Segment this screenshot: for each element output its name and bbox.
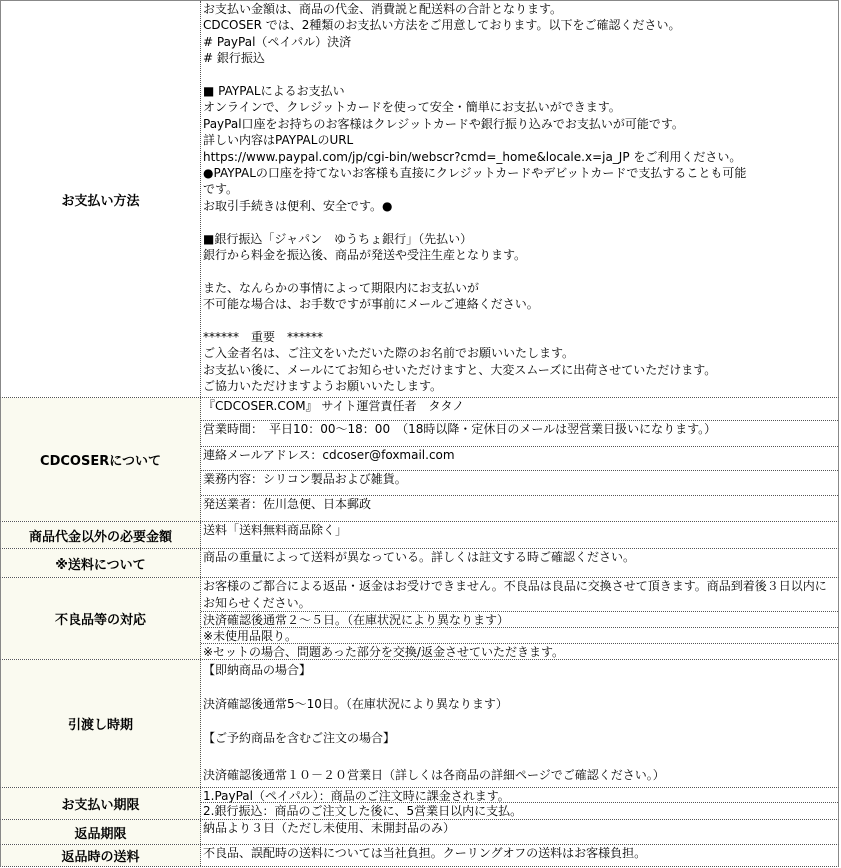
text-line: 【ご予約商品を含むご注文の場合】: [203, 731, 396, 745]
text-line: 決済確認後通常5～10日。（在庫状況により異なります）: [203, 697, 508, 711]
text-line: また、なんらかの事情によって期限内にお支払いが: [203, 280, 480, 295]
text-line: お支払い後に、メールにてお知らせいただけますと、大変スムーズに出荷させていただけます。: [203, 362, 717, 377]
row-content: [201, 788, 838, 819]
table-row: [0, 788, 839, 820]
table-row: [0, 820, 839, 845]
table-row: [0, 398, 839, 522]
text-line: です。: [203, 182, 239, 197]
info-cell: お客様のご都合による返品・返金はお受けできません。不良品は良品に交換させて頂きます。商品到着後３日以内にお知らせください。: [201, 578, 838, 612]
text-line: ■ PAYPALによるお支払い: [203, 84, 345, 99]
row-content: [201, 660, 838, 787]
row-header: ※送料について: [1, 549, 201, 577]
text-line: ****** 重要 ******: [203, 330, 324, 345]
row-content: [201, 578, 838, 659]
row-header: 返品期限: [1, 820, 201, 844]
row-header: 不良品等の対応: [1, 578, 201, 659]
row-content: [201, 549, 838, 577]
text-line: [201, 748, 838, 762]
row-content: [201, 522, 838, 548]
row-content: [201, 820, 838, 844]
row-header: お支払い期限: [1, 788, 201, 819]
text-line: # PayPal（ペイパル）決済: [203, 34, 352, 49]
text-line: ●PAYPALの口座を持てないお客様も直接にクレジットカードやデビットカードで支払することも可能: [203, 166, 747, 181]
text-line: PayPal口座をお持ちのお客様はクレジットカードや銀行振り込みでお支払いが可能です。: [203, 116, 684, 131]
info-cell: 納品より３日（ただし未使用、未開封品のみ）: [203, 821, 456, 835]
text-line: お取引手続きは便利、安全です。●: [203, 198, 393, 213]
table-row: [0, 522, 839, 549]
text-line: ご協力いただけますようお願いいたします。: [203, 379, 443, 394]
text-line: 【即納商品の場合】: [203, 663, 312, 677]
info-cell: ※セットの場合、問題あった部分を交換/返金させていただきます。: [203, 645, 565, 659]
info-cell: 不良品、誤配時の送料については当社負担。クーリングオフの送料はお客様負担。: [203, 846, 647, 860]
info-cell: 決済確認後通常２～５日。（在庫状況により異なります）: [201, 612, 838, 628]
row-header: 返品時の送料: [1, 845, 201, 866]
info-cell: 送料「送料無料商品除く」: [203, 523, 348, 537]
info-cell: 業務内容：シリコン製品および雑貨。: [201, 471, 838, 496]
row-header: 商品代金以外の必要金額: [1, 522, 201, 548]
text-line: オンラインで、クレジットカードを使って安全・簡単にお支払いができます。: [203, 100, 621, 115]
info-cell: 2.銀行振込：商品のご注文した後に、5営業日以内に支払。: [203, 804, 523, 818]
email-text: 連絡メールアドレス：cdcoser@foxmail.com: [201, 447, 838, 472]
text-line: ■銀行振込「ジャパン ゆうちょ銀行」（先払い）: [203, 231, 473, 246]
text-line: [201, 680, 838, 694]
info-cell: ※未使用品限り。: [201, 628, 838, 644]
text-line[interactable]: https://www.paypal.com/jp/cgi-bin/webscr?cmd=_home&locale.x=ja_JP をご利用ください。: [203, 149, 742, 164]
text-line: [201, 263, 838, 279]
row-header: 引渡し時期: [1, 660, 201, 787]
info-cell: 『CDCOSER.COM』 サイト運営責任者 タタノ: [201, 398, 838, 421]
text-line: 不可能な場合は、お手数ですが事前にメールご連絡ください。: [203, 297, 539, 312]
row-content: [201, 845, 838, 866]
table-row: [0, 578, 839, 660]
text-line: お支払い金額は、商品の代金、消費説と配送料の合計となります。: [203, 2, 563, 16]
table-row: [0, 660, 839, 788]
text-line: 決済確認後通常１０－２０営業日（詳しくは各商品の詳細ページでご確認ください。）: [203, 768, 665, 782]
text-line: CDCOSER では、2種類のお支払い方法をご用意しております。以下をご確認ください。: [203, 18, 681, 33]
text-line: [201, 67, 838, 83]
row-content: [201, 398, 838, 521]
text-line: # 銀行振込: [203, 51, 265, 66]
text-line: 銀行から料金を振込後、商品が発送や受注生産となります。: [203, 248, 527, 263]
row-content: [201, 1, 838, 397]
text-line: 詳しい内容はPAYPALのURL: [203, 133, 354, 148]
info-cell: 1.PayPal（ペイパル）：商品のご注文時に課金されます。: [201, 788, 838, 803]
row-header: お支払い方法: [1, 1, 201, 397]
text-line: [201, 214, 838, 230]
info-cell: 発送業者：佐川急便、日本郵政: [203, 497, 372, 512]
text-line: ご入金者名は、ご注文をいただいた際のお名前でお願いいたします。: [203, 346, 575, 361]
text-line: [201, 313, 838, 329]
row-header: CDCOSERについて: [1, 398, 201, 521]
text-line: [201, 714, 838, 728]
table-row: [0, 549, 839, 578]
info-cell: 商品の重量によって送料が異なっている。詳しくは註文する時ご確認ください。: [203, 550, 636, 564]
table-row: [0, 0, 839, 398]
table-row: [0, 845, 839, 867]
info-cell: 営業時間： 平日10：00～18：00 （18時以降・定休日のメールは翌営業日扱いになります。）: [201, 421, 838, 447]
